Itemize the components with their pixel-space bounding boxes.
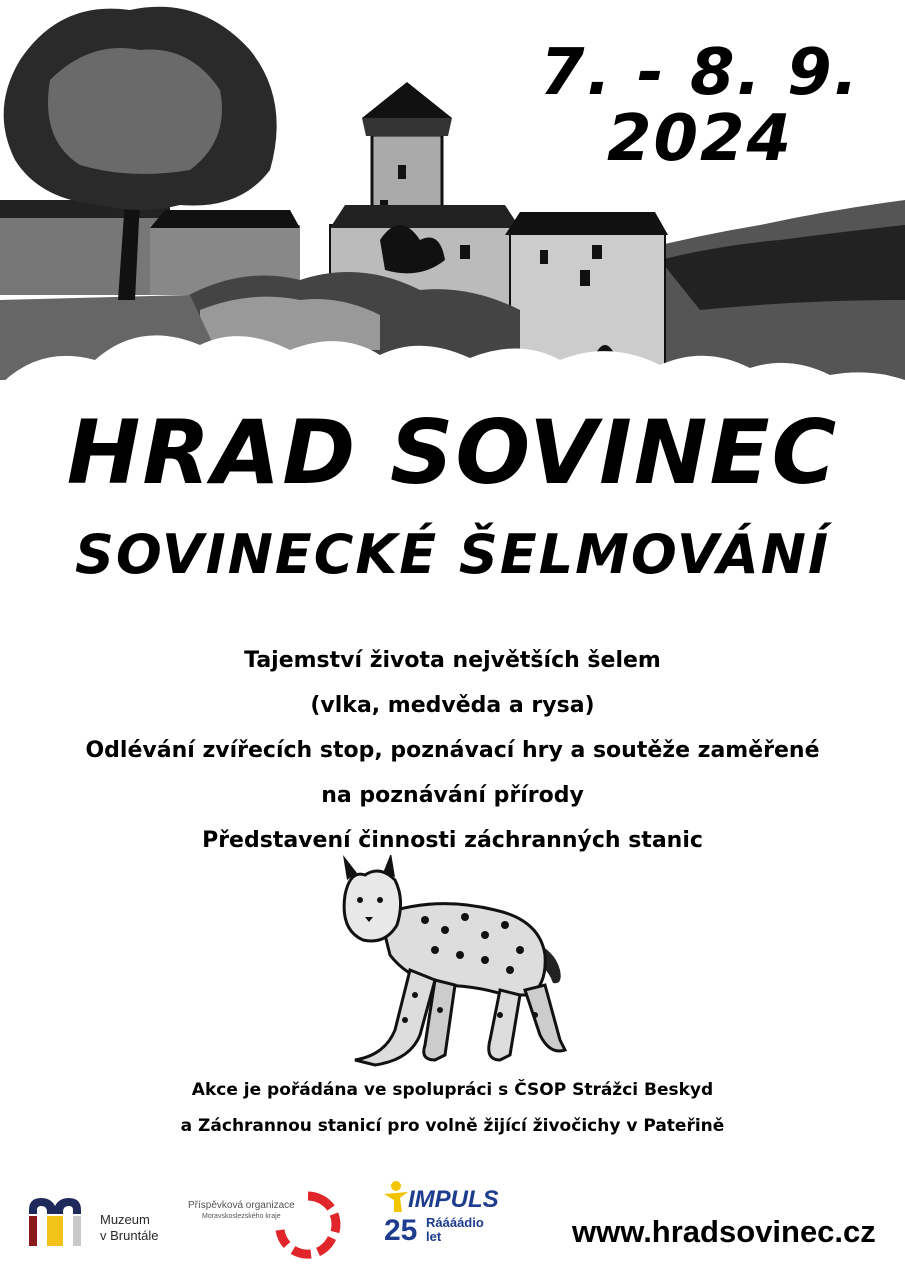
event-date	[540, 36, 860, 176]
muzeum-m-icon	[25, 1190, 95, 1250]
description-line: Představení činnosti záchranných stanic	[202, 828, 703, 853]
muzeum-logo[interactable]	[25, 1190, 185, 1250]
website-link[interactable]: www.hradsovinec.cz	[572, 1214, 876, 1249]
event-credits	[0, 1072, 905, 1144]
event-date-days: 7. - 8. 9.	[540, 36, 860, 110]
muzeum-line2: v Bruntále	[100, 1228, 159, 1243]
credits-line: a Záchrannou stanicí pro volně žijící živočichy v Pateřině	[180, 1116, 725, 1136]
event-description	[20, 638, 885, 863]
impuls-slogan-line1: Ráááádio	[426, 1215, 484, 1230]
description-line: Odlévání zvířecích stop, poznávací hry a soutěže zaměřené	[85, 738, 820, 763]
prisp-line1: Příspěvková organizace	[188, 1200, 295, 1211]
page-subtitle: SOVINECKÉ ŠELMOVÁNÍ	[74, 523, 831, 586]
msk-logo[interactable]	[188, 1188, 343, 1258]
muzeum-line1: Muzeum	[100, 1212, 150, 1227]
impuls-number: 25	[384, 1214, 418, 1247]
impuls-logo[interactable]	[382, 1180, 527, 1255]
description-line: na poznávání přírody	[321, 783, 584, 808]
description-line: Tajemství života největších šelem	[244, 648, 661, 673]
description-line: (vlka, medvěda a rysa)	[310, 693, 595, 718]
impuls-brand: IMPULS	[408, 1186, 499, 1213]
impuls-slogan-line2: let	[426, 1229, 442, 1244]
page-title: HRAD SOVINEC	[66, 401, 839, 504]
msk-circle-icon	[273, 1190, 343, 1260]
prisp-line2: Moravskoslezského kraje	[202, 1213, 281, 1220]
credits-line: Akce je pořádána ve spolupráci s ČSOP Strážci Beskyd	[191, 1080, 714, 1100]
footer	[0, 1180, 905, 1260]
lynx-illustration	[325, 855, 580, 1070]
event-date-year: 2024	[606, 102, 794, 176]
